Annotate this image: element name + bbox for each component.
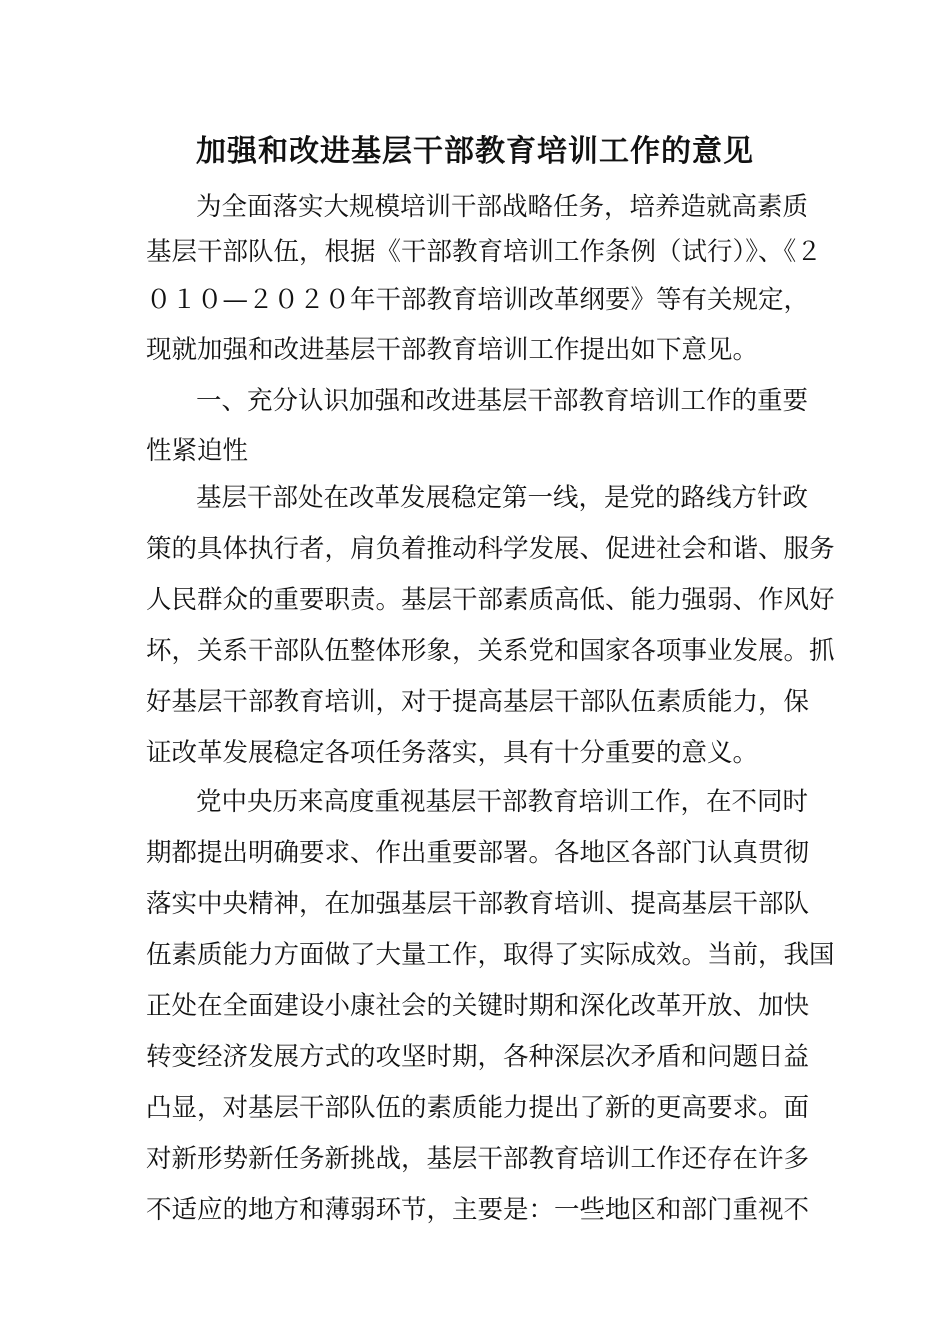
text-line: 现就加强和改进基层干部教育培训工作提出如下意见。	[146, 335, 759, 365]
text-line: 对新形势新任务新挑战，基层干部教育培训工作还存在许多	[146, 1144, 810, 1174]
text-line: 伍素质能力方面做了大量工作，取得了实际成效。当前，我国	[146, 940, 835, 970]
text-line: 基层干部队伍，根据《干部教育培训工作条例（试行）》、《２	[146, 237, 822, 267]
text-line: 为全面落实大规模培训干部战略任务，培养造就高素质	[196, 192, 809, 222]
text-line: 落实中央精神，在加强基层干部教育培训、提高基层干部队	[146, 889, 810, 919]
text-line: 坏，关系干部队伍整体形象，关系党和国家各项事业发展。抓	[146, 636, 835, 666]
section-heading-line: 一、充分认识加强和改进基层干部教育培训工作的重要	[196, 386, 809, 416]
section-heading-line: 性紧迫性	[146, 436, 249, 466]
text-line: 凸显，对基层干部队伍的素质能力提出了新的更高要求。面	[146, 1093, 810, 1123]
text-line: 不适应的地方和薄弱环节，主要是：一些地区和部门重视不	[146, 1195, 810, 1225]
text-line: ０１０—２０２０年干部教育培训改革纲要》等有关规定，	[146, 285, 810, 315]
text-line: 转变经济发展方式的攻坚时期，各种深层次矛盾和问题日益	[146, 1042, 810, 1072]
text-line: 党中央历来高度重视基层干部教育培训工作，在不同时	[196, 787, 809, 817]
text-line: 人民群众的重要职责。基层干部素质高低、能力强弱、作风好	[146, 585, 835, 615]
document-title: 加强和改进基层干部教育培训工作的意见	[196, 134, 754, 169]
text-line: 好基层干部教育培训，对于提高基层干部队伍素质能力，保	[146, 687, 810, 717]
text-line: 正处在全面建设小康社会的关键时期和深化改革开放、加快	[146, 991, 810, 1021]
text-line: 策的具体执行者，肩负着推动科学发展、促进社会和谐、服务	[146, 534, 835, 564]
text-line: 基层干部处在改革发展稳定第一线，是党的路线方针政	[196, 483, 809, 513]
text-line: 期都提出明确要求、作出重要部署。各地区各部门认真贯彻	[146, 838, 810, 868]
text-line: 证改革发展稳定各项任务落实，具有十分重要的意义。	[146, 738, 759, 768]
